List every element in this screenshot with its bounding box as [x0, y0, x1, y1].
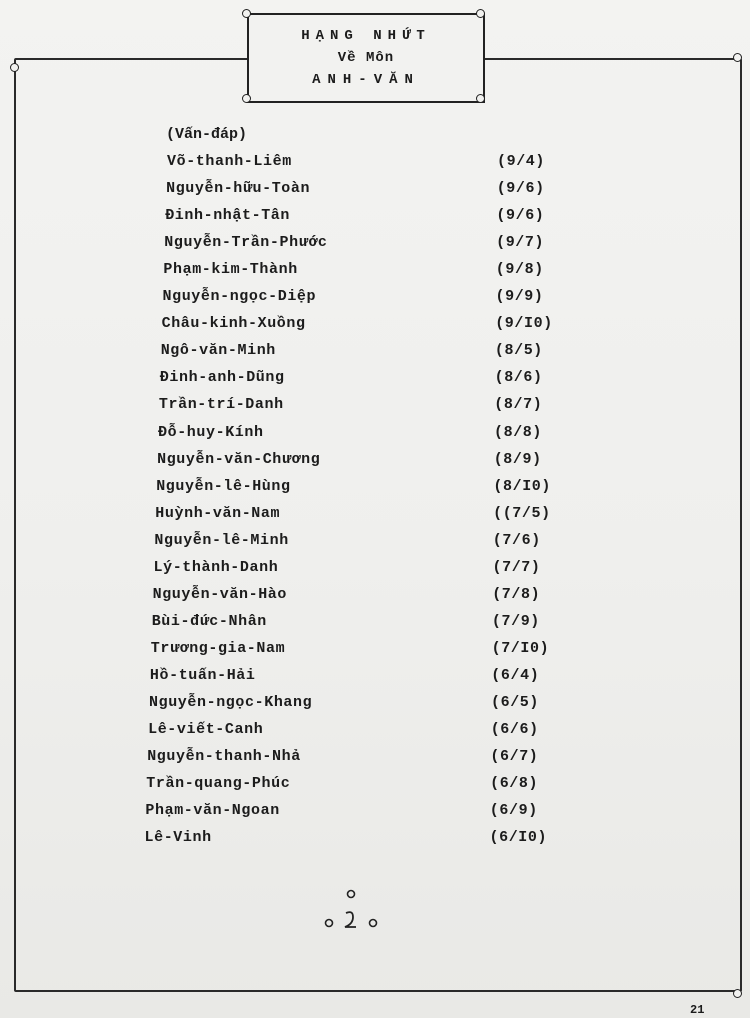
student-score: (6/I0): [489, 829, 548, 847]
student-name: Nguyễn-ngọc-Khang: [149, 694, 313, 711]
list-item: [0, 288, 750, 315]
student-name: Lê-Vinh: [144, 829, 212, 847]
section-label: (Vấn-đáp): [166, 126, 248, 143]
list-item: [0, 261, 750, 288]
student-score: (6/8): [490, 775, 539, 793]
list-item: [0, 207, 750, 234]
page-number: 21: [690, 1003, 705, 1017]
list-item: [0, 721, 750, 748]
student-name: Hồ-tuấn-Hải: [149, 666, 256, 684]
student-name: Võ-thanh-Liêm: [167, 153, 292, 170]
title-corner-dot: [242, 9, 251, 18]
student-name: Nguyễn-hữu-Toàn: [166, 180, 311, 198]
list-item: [0, 424, 750, 451]
student-name: Huỳnh-văn-Nam: [155, 504, 281, 522]
student-score: (6/6): [490, 721, 539, 739]
student-name: Trần-trí-Danh: [158, 396, 284, 414]
list-item: [0, 396, 750, 423]
student-name: Nguyễn-ngọc-Diệp: [162, 288, 317, 306]
student-name: Ngô-văn-Minh: [160, 342, 276, 360]
title-corner-dot: [476, 94, 485, 103]
student-name: Phạm-văn-Ngoan: [145, 802, 280, 820]
student-name: Nguyễn-thanh-Nhả: [147, 748, 301, 766]
student-name: Nguyễn-văn-Chương: [157, 450, 321, 468]
student-score: (8/8): [494, 423, 543, 441]
student-score: (9/9): [495, 288, 544, 306]
student-name: Lê-viết-Canh: [148, 721, 264, 739]
frame-corner-dot: [733, 53, 742, 62]
title-corner-dot: [242, 94, 251, 103]
student-name: Trần-quang-Phúc: [146, 775, 291, 793]
student-score: (7/7): [492, 558, 541, 576]
student-score: (8/I0): [493, 477, 551, 495]
list-item: [0, 829, 750, 856]
list-item: [0, 451, 750, 478]
title-line-1: HẠNG NHỨT: [301, 28, 431, 44]
title-corner-dot: [476, 9, 485, 18]
list-item: [0, 532, 750, 559]
student-score: (6/5): [491, 694, 540, 711]
student-name: Bùi-đức-Nhân: [151, 612, 267, 630]
student-score: (9/8): [495, 261, 544, 279]
list-item: [0, 369, 750, 396]
list-item: [0, 613, 750, 640]
student-name: Nguyễn-lê-Hùng: [156, 477, 291, 495]
student-score: (8/7): [494, 396, 543, 414]
student-score: (7/6): [492, 531, 541, 549]
student-score: (8/6): [494, 369, 543, 387]
list-item: [0, 667, 750, 694]
list-item: [0, 802, 750, 829]
student-score: (7/I0): [491, 639, 550, 657]
student-name: Đinh-nhật-Tân: [165, 207, 291, 225]
student-score: ((7/5): [493, 504, 551, 522]
student-name: Đỗ-huy-Kính: [158, 423, 264, 441]
list-item: [0, 694, 750, 721]
end-ornament-icon: [320, 886, 380, 936]
student-name: Phạm-kim-Thành: [163, 261, 298, 279]
student-name: Đinh-anh-Dũng: [159, 369, 285, 387]
list-item: [0, 505, 750, 532]
student-score: (9/I0): [495, 315, 553, 333]
student-name: Lý-thành-Danh: [153, 558, 279, 576]
title-box: [247, 13, 485, 103]
list-item: [0, 586, 750, 613]
list-item: [0, 640, 750, 667]
title-line-2: Về Môn: [337, 50, 395, 66]
list-item: [0, 478, 750, 505]
list-item: [0, 315, 750, 342]
list-item: [0, 234, 750, 261]
student-score: (9/4): [497, 153, 546, 170]
student-score: (8/9): [493, 450, 542, 468]
list-item: [0, 559, 750, 586]
student-name: Châu-kinh-Xuồng: [161, 315, 306, 333]
list-item: [0, 153, 750, 180]
student-name: Nguyễn-lê-Minh: [154, 531, 289, 549]
student-score: (9/7): [496, 234, 545, 252]
list-item: [0, 748, 750, 775]
frame-corner-dot: [733, 989, 742, 998]
student-name: Nguyễn-Trần-Phước: [164, 234, 328, 252]
student-score: (8/5): [494, 342, 543, 360]
student-score: (9/6): [496, 207, 545, 225]
list-item: [0, 775, 750, 802]
list-item: [0, 342, 750, 369]
student-name: Trương-gia-Nam: [150, 639, 286, 657]
student-score: (6/4): [491, 666, 540, 684]
frame-corner-dot: [10, 63, 19, 72]
title-line-3: ANH-VĂN: [312, 72, 420, 88]
student-score: (7/8): [492, 585, 541, 603]
student-name: Nguyễn-văn-Hào: [152, 585, 288, 603]
list-item: [0, 180, 750, 207]
student-score: (6/9): [489, 802, 538, 820]
student-score: (6/7): [490, 748, 539, 766]
student-score: (9/6): [496, 180, 545, 198]
student-score: (7/9): [491, 612, 540, 630]
